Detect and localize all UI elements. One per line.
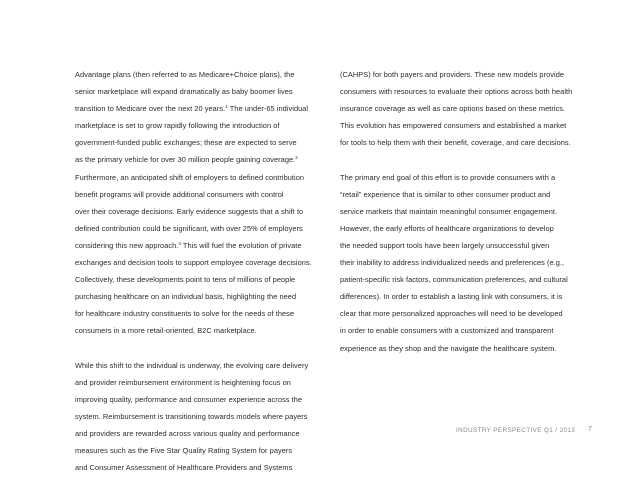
text-run: for healthcare industry constituents to solve for the needs of these (75, 309, 295, 319)
text-line (75, 66, 327, 83)
text-run: benefit programs will provide additional consumers with control (75, 189, 284, 199)
text-line (340, 254, 600, 271)
text-run: the needed support tools have been largely unsuccessful given (340, 240, 550, 250)
text-line (75, 374, 327, 391)
text-line (75, 271, 327, 288)
text-line (75, 288, 327, 305)
text-run: their inability to address individualized needs and preferences (e.g., (340, 258, 565, 268)
text-run: consumers with resources to evaluate their options across both health (340, 87, 573, 97)
text-line (75, 169, 327, 186)
text-line (75, 357, 327, 374)
text-run: service markets that maintain meaningful consumer engagement. (340, 206, 558, 216)
text-run: for tools to help them with their benefit, coverage, and care decisions. (340, 138, 571, 148)
paragraph-gap (340, 151, 600, 168)
text-line (340, 66, 600, 83)
text-line (75, 83, 327, 100)
text-run: and provider reimbursement environment is heightening focus on (75, 377, 291, 387)
text-line (75, 203, 327, 220)
text-line (340, 322, 600, 339)
text-line (340, 203, 600, 220)
text-line (75, 186, 327, 203)
left-column (75, 66, 327, 476)
text-run: consumers in a more retail-oriented, B2C marketplace. (75, 326, 257, 336)
text-line (75, 254, 327, 271)
text-line (75, 391, 327, 408)
text-run: differences). In order to establish a lasting link with consumers, it is (340, 292, 563, 302)
text-line (75, 134, 327, 151)
text-run: as the primary vehicle for over 30 million people gaining coverage. (75, 155, 296, 165)
text-run: transition to Medicare over the next 20 years. (75, 104, 226, 114)
text-run: Collectively, these developments point to tens of millions of people (75, 275, 296, 285)
text-run: “retail” experience that is similar to other consumer product and (340, 189, 551, 199)
text-line (75, 100, 327, 117)
text-run: clear that more personalized approaches will need to be developed (340, 309, 563, 319)
text-line (75, 459, 327, 476)
text-line (340, 100, 600, 117)
text-line (75, 117, 327, 134)
text-run: system. Reimbursement is transitioning towards models where payers (75, 411, 308, 421)
text-run: While this shift to the individual is underway, the evolving care delivery (75, 360, 309, 370)
left-paragraph-2 (75, 357, 327, 477)
text-run: considering this new approach. (75, 240, 179, 250)
text-line (340, 220, 600, 237)
text-run: The under-65 individual (227, 104, 309, 114)
text-run: government-funded public exchanges; these are expected to serve (75, 138, 297, 148)
text-run: improving quality, performance and consumer experience across the (75, 394, 302, 404)
text-line (75, 305, 327, 322)
text-line (340, 134, 600, 151)
footer-label: INDUSTRY PERSPECTIVE Q1 / 2013 (456, 427, 576, 434)
text-line (75, 442, 327, 459)
text-run: and Consumer Assessment of Healthcare Providers and Systems (75, 463, 293, 473)
footnote-ref: 2 (295, 155, 298, 161)
text-run: This evolution has empowered consumers and established a market (340, 121, 567, 131)
text-line (340, 340, 600, 357)
left-paragraph-1 (75, 66, 327, 340)
text-run: Advantage plans (then referred to as Medicare+Choice plans), the (75, 70, 295, 79)
text-run: patient-specific risk factors, communication preferences, and cultural (340, 275, 568, 285)
text-run: exchanges and decision tools to support employee coverage decisions. (75, 258, 312, 268)
text-run: Furthermore, an anticipated shift of employers to defined contribution (75, 172, 305, 182)
text-run: (CAHPS) for both payers and providers. These new models provide (340, 70, 565, 79)
text-run: defined contribution could be significant, with over 25% of employers (75, 223, 303, 233)
text-run: insurance coverage as well as care options based on these metrics. (340, 104, 566, 114)
text-line (340, 237, 600, 254)
text-line (75, 322, 327, 339)
text-run: However, the early efforts of healthcare organizations to develop (340, 223, 554, 233)
footnote-ref: 3 (178, 240, 181, 246)
text-run: This will fuel the evolution of private (180, 240, 302, 250)
text-run: The primary end goal of this effort is to provide consumers with a (340, 172, 556, 182)
text-run: over their coverage decisions. Early evidence suggests that a shift to (75, 206, 304, 216)
text-run: senior marketplace will expand dramatically as baby boomer lives (75, 87, 293, 97)
text-line (75, 220, 327, 237)
text-line (340, 117, 600, 134)
text-run: experience as they shop and the navigate the healthcare system. (340, 343, 557, 353)
text-run: marketplace is set to grow rapidly following the introduction of (75, 121, 280, 131)
right-paragraph-2 (340, 169, 600, 357)
text-line (340, 83, 600, 100)
text-run: in order to enable consumers with a customized and transparent (340, 326, 554, 336)
right-column (340, 66, 600, 357)
footnote-ref: 1 (225, 104, 228, 110)
text-line (340, 169, 600, 186)
right-paragraph-1 (340, 66, 600, 151)
paragraph-gap (75, 340, 327, 357)
text-line (75, 408, 327, 425)
text-line (340, 288, 600, 305)
text-run: and providers are rewarded across various quality and performance (75, 428, 300, 438)
text-run: purchasing healthcare on an individual basis, highlighting the need (75, 292, 297, 302)
text-line (340, 186, 600, 203)
text-line (75, 425, 327, 442)
text-run: measures such as the Five Star Quality Rating System for payers (75, 446, 293, 456)
page-number: 7 (588, 426, 592, 433)
text-line (75, 237, 327, 254)
text-line (340, 305, 600, 322)
text-line (340, 271, 600, 288)
text-line (75, 151, 327, 168)
